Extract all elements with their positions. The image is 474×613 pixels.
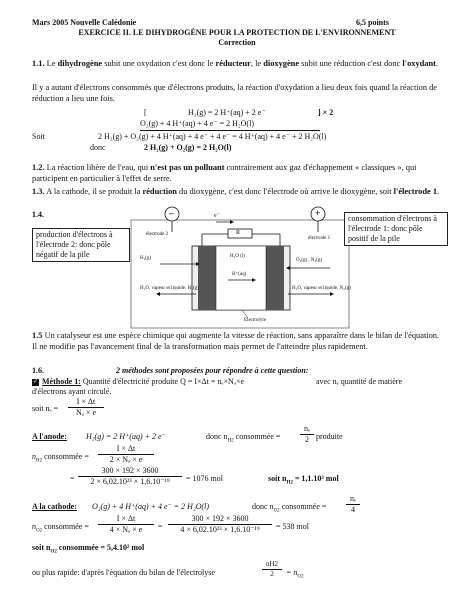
anode-n2 (32, 452, 89, 465)
plus-sign: + (315, 208, 321, 218)
text: consommée = (42, 452, 89, 461)
fraction-numerator: nₑ (300, 424, 314, 435)
method-1-line (32, 377, 244, 387)
text: soit n (32, 543, 51, 552)
overall-equation: 2 H₂(g) + O₂(g) = 2 H₂O(l) (144, 143, 232, 152)
cathode-numeric-fraction (168, 514, 272, 535)
text: n (32, 522, 36, 531)
text: n (32, 452, 36, 461)
term-reducer-species: dihydrogène (57, 59, 103, 68)
text: subit une oxydation c'est donc le (102, 59, 216, 68)
donc-label: donc (90, 143, 106, 152)
text: consommée = 5,4.10² mol (56, 543, 145, 552)
term-oxydant: l'oxydant (402, 59, 436, 68)
anode-numeric-fraction (78, 466, 182, 487)
fraction-numerator: 300 × 192 × 3600 (168, 514, 272, 525)
left-outlet-arrowhead (156, 292, 160, 296)
right-outlet-arrowhead (330, 292, 334, 296)
faster-method: ou plus rapide: d'après l'équation du bilan de l'électrolyse (32, 568, 215, 577)
subscript: O2 (50, 549, 57, 555)
multiplier: ] × 2 (318, 108, 334, 117)
resistor-label: R (236, 230, 241, 236)
text: contrairement aux gaz d'échappement « classiques », qui participent en particulier à l'effet de serre. (32, 163, 417, 183)
anode-eq-sign: = (70, 474, 75, 483)
term-reducteur: réducteur (215, 59, 251, 68)
anode-label: A l'anode: (32, 432, 67, 441)
minus-sign: – (169, 208, 174, 218)
text: Le (44, 59, 58, 68)
text: . (435, 59, 439, 68)
electrode-2-label: électrode 2 (146, 232, 169, 237)
cathode-result: = 538 mol (276, 522, 309, 531)
cathode-donc (252, 502, 326, 515)
anode-final (268, 474, 339, 487)
text: , le (250, 59, 264, 68)
electron-label: e⁻ (214, 213, 220, 219)
right-outlet-label: H₂O, vapeur et liquide, N₂(g) (292, 286, 351, 291)
fraction-denominator: 4 × 6,02.10²³ × 1,6.10⁻¹⁹ (180, 525, 260, 534)
fraction-denominator: 2 × 6,02.10²³ × 1,6.10⁻¹⁹ (90, 477, 170, 486)
anode-donc (206, 432, 280, 445)
question-number: 1.5 (32, 331, 43, 340)
fuel-cell-diagram (130, 206, 350, 330)
callout-negative-pole: production d'électrons à l'électrode 2: donc pôle négatif de la pile (32, 228, 130, 262)
fraction-numerator: nH2 (262, 560, 282, 570)
electrode-1-label: électrode 1 (308, 236, 331, 241)
text: consommée = (279, 502, 327, 511)
subscript: H2 (286, 480, 293, 486)
question-number-1-4: 1.4. (32, 210, 44, 219)
text: . (437, 187, 440, 196)
fraction-numerator: I × Δt (98, 444, 154, 455)
electrode-2 (198, 246, 216, 310)
cathode-label: A la cathode: (32, 502, 77, 511)
cathode-eq-sign: = (158, 522, 163, 531)
bracket: [ (144, 108, 147, 117)
left-outlet-label: H₂O, vapeur et liquide, H₂(g) (140, 286, 199, 291)
key-point: n'est pas un polluant (150, 163, 225, 172)
subscript: O2 (297, 574, 304, 580)
fraction-denominator: 4 × Nₐ × e (109, 525, 143, 534)
fraction-denominator: 4 (351, 505, 355, 514)
cathode-final (32, 543, 144, 556)
hplus-label: H⁺(aq) (232, 272, 247, 277)
cathode-fraction (346, 494, 360, 515)
faster-fraction (262, 560, 282, 579)
fraction-denominator: Nₐ × e (75, 408, 97, 417)
subscript: O2 (273, 508, 280, 514)
sum-line (140, 130, 320, 131)
question-number: 1.3. (32, 187, 45, 196)
sum-equation: 2 H₂(g) + O₂(g) + 4 H⁺(aq) + 4 e⁻ + 4 e⁻ = 4 H⁺(aq) + 4 e⁻ + 2 H₂O(l) (98, 132, 327, 141)
fraction-numerator: I × Δt (98, 514, 154, 525)
text: La réaction libère de l'eau, qui (44, 163, 151, 172)
text: du dioxygène, c'est donc l'électrode où arrive le dioxygène, soit (176, 187, 394, 196)
electrode-1 (266, 246, 284, 310)
anode-fraction (300, 424, 314, 445)
answer-1-1-explanation: Il y a autant d'électrons consommés que d'électrons produits, la réaction d'oxydation a lieu deux fois quand la réaction de réduction a lieu une fois. (32, 83, 438, 103)
answer-1-3 (32, 186, 442, 197)
subscript: H2 (227, 438, 234, 444)
anode-result: = 1076 mol (186, 474, 223, 483)
h2o-label: H₂O (l) (230, 254, 245, 259)
o2-n2-label: O₂(g) , N₂(g) (296, 258, 323, 263)
text: = 1,1.10³ mol (292, 474, 339, 483)
method-1-avec: avec nₑ quantité de matière (316, 377, 403, 386)
exercise-subtitle: Correction (218, 38, 256, 47)
soit-label: Soit (32, 132, 45, 141)
electrolyte-label: Electrolyte (244, 318, 266, 323)
fraction-denominator: 2 (305, 435, 309, 444)
fraction-numerator: nₑ (346, 494, 360, 505)
electrolyte-pointer (242, 310, 248, 318)
text: donc n (252, 502, 274, 511)
answer-1-1 (32, 58, 442, 69)
methods-title: 2 méthodes sont proposées pour répondre à cette question: (116, 366, 309, 375)
fraction-numerator: 300 × 192 × 3600 (78, 466, 182, 477)
anode-fraction-2 (98, 444, 154, 465)
callout-positive-pole: consommation d'électrons à l'électrode 1: donc pôle positif de la pile (344, 212, 448, 246)
half-equation-oxidation: H₂(g) = 2 H⁺(aq) + 2 e⁻ (188, 108, 266, 117)
electron-arrowhead (230, 220, 234, 224)
method-1-label: Méthode 1: (42, 377, 81, 386)
checkbox-bullet-icon: ✓ (32, 378, 39, 385)
method-1-cont: d'électrons ayant circulé. (32, 387, 112, 396)
header-date: Mars 2005 Nouvelle Calédonie (32, 18, 137, 27)
question-number: 1.1. (32, 59, 45, 68)
h2-label: H₂(g) (140, 256, 152, 261)
header-points: 6,5 points (356, 18, 389, 27)
anode-equation: H₂(g) = 2 H⁺(aq) + 2 e⁻ (86, 432, 166, 441)
exercise-title: EXERCICE II. LE DIHYDROGÈNE POUR LA PROTECTION DE L'ENVIRONNEMENT (78, 28, 396, 37)
cathode-equation: O₂(g) + 4 H⁺(aq) + 4 e⁻ = 2 H₂O(l) (92, 502, 210, 511)
term-oxidant-species: dioxygène (263, 59, 300, 68)
text: soit n (268, 474, 287, 483)
question-number: 1.2. (32, 163, 45, 172)
answer-1-2 (32, 162, 442, 184)
faster-result (286, 568, 304, 581)
anode-produite: produite (316, 432, 343, 441)
text: subit une réduction c'est donc (299, 59, 403, 68)
ne-label: soit nₑ = (32, 404, 59, 413)
half-equation-reduction: O₂(g) + 4 H⁺(aq) + 4 e⁻ = 2 H₂O(l) (140, 119, 254, 128)
subscript: O2 (36, 528, 43, 534)
question-number-1-6: 1.6. (32, 366, 44, 375)
cathode-fraction-2 (98, 514, 154, 535)
text: consommée = (42, 522, 89, 531)
text: donc n (206, 432, 228, 441)
text: Quantité d'électricité produite Q = I×Δt = nₑ×Nₐ×e (80, 377, 245, 386)
fraction-denominator: 2 × Nₐ × e (109, 455, 143, 464)
cathode-n2 (32, 522, 89, 535)
key-point: réduction (142, 187, 177, 196)
fraction-denominator: 2 (270, 570, 274, 578)
fraction-numerator: I × Δt (68, 397, 104, 408)
subscript: H2 (36, 458, 43, 464)
text: consommée = (233, 432, 281, 441)
text: Un catalyseur est une espèce chimique qui augmente la vitesse de réaction, sans apparaître dans le bilan de l'équation. Il ne modifie pas l'avancement final de la transformation mais permet de l'atteindre plus rapidement. (32, 331, 440, 351)
answer-1-5 (32, 330, 442, 352)
text: A la cathode, il se produit la (44, 187, 143, 196)
ne-fraction (68, 397, 104, 418)
text: = n (286, 568, 298, 577)
key-point: l'électrode 1 (393, 187, 438, 196)
